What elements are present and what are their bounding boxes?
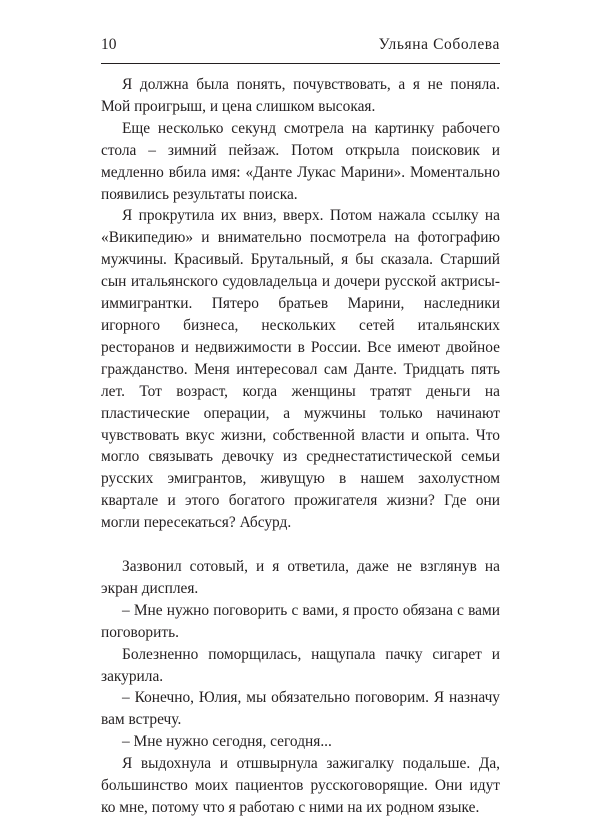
paragraph: Я должна была понять, почувствовать, а я не поняла. Мой проигрыш, и цена слишком высокая. xyxy=(101,76,500,115)
header-rule xyxy=(101,63,500,64)
paragraph: Еще несколько секунд смотрела на картинку рабочего стола – зимний пейзаж. Потом открыла поисковик и медленно вбила имя: «Данте Лукас Марини». Моментально появились результаты поиска. xyxy=(101,119,500,203)
dialogue-line: – Мне нужно поговорить с вами, я просто обязана с вами поговорить. xyxy=(101,601,500,641)
page-header xyxy=(101,36,500,56)
dialogue-line: – Мне нужно сегодня, сегодня... xyxy=(122,733,332,751)
running-head-author: Ульяна Соболева xyxy=(378,36,500,53)
paragraph: Я прокрутила их вниз, вверх. Потом нажала ссылку на «Википедию» и внимательно посмотрела на фотографию мужчины. Красивый. Брутальный, я бы сказала. Старший сын итальянского судовладельца и дочери русской актрисы-иммигрантки. Пятеро братьев Марини, наследники игорного бизнеса, нескольких сетей итальянских ресторанов и недвижимости в России. Все имеют двойное гражданство. Меня интересовал сам Данте. Тридцать пять лет. Тот возраст, когда женщины тратят деньги на пластические операции, а мужчины только начинают чувствовать вкус жизни, собственной власти и опыта. Что могло связывать девочку из среднестатистической семьи русских эмигрантов, живущую в нашем захолустном квартале и этого богатого прожигателя жизни? Где они могли пересекаться? Абсурд. xyxy=(101,207,500,532)
dialogue-line: – Конечно, Юлия, мы обязательно поговорим. Я назначу вам встречу. xyxy=(101,689,500,729)
page-number: 10 xyxy=(101,36,117,53)
paragraph: Я выдохнула и отшвырнула зажигалку подальше. Да, большинство моих пациентов русскоговорящие. Они идут ко мне, потому что я работаю с ними на их родном языке. xyxy=(101,755,500,816)
paragraph: Зазвонил сотовый, и я ответила, даже не взглянув на экран дисплея. xyxy=(101,558,500,597)
paragraph: Болезненно поморщилась, нащупала пачку сигарет и закурила. xyxy=(101,645,500,685)
scene-break xyxy=(101,534,500,556)
body-text xyxy=(101,74,500,819)
